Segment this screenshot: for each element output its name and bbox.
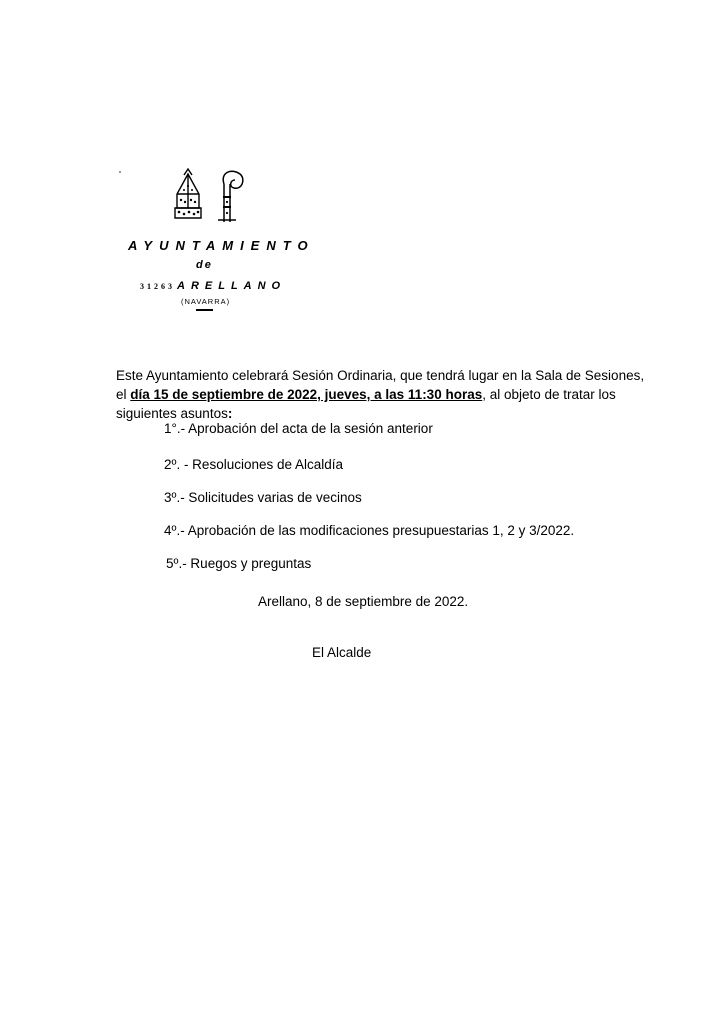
agenda-item-5: 5º.- Ruegos y preguntas [166,556,312,571]
scan-speck [119,171,121,173]
dateline: Arellano, 8 de septiembre de 2022. [258,594,469,609]
intro-date-highlight: día 15 de septiembre de 2022, jueves, a las 11:30 horas [130,387,483,402]
agenda-item-3: 3º.- Solicitudes varias de vecinos [164,490,362,505]
letterhead-title: AYUNTAMIENTO [128,238,315,253]
letterhead-rule [196,309,213,311]
agenda-item-1: 1°.- Aprobación del acta de la sesión anterior [164,421,433,436]
intro-text-2: , al objeto de tratar los siguientes asuntos [116,387,616,421]
agenda-item-4: 4º.- Aprobación de las modificaciones presupuestarias 1, 2 y 3/2022. [164,523,575,538]
signer: El Alcalde [312,645,372,660]
letterhead-zip: 31263 [140,282,175,291]
intro-paragraph [116,366,646,423]
letterhead-de: de [196,259,213,271]
letterhead-province: (NAVARRA) [181,297,231,306]
agenda-item-2: 2º. - Resoluciones de Alcaldía [164,457,344,472]
intro-text-1: Este Ayuntamiento celebrará Sesión Ordinaria, que tendrá lugar en la Sala de Sesiones, el [116,368,645,402]
letterhead-town: ARELLANO [177,280,287,292]
intro-colon: : [227,406,233,421]
mitre-and-crozier-icon [160,166,250,226]
